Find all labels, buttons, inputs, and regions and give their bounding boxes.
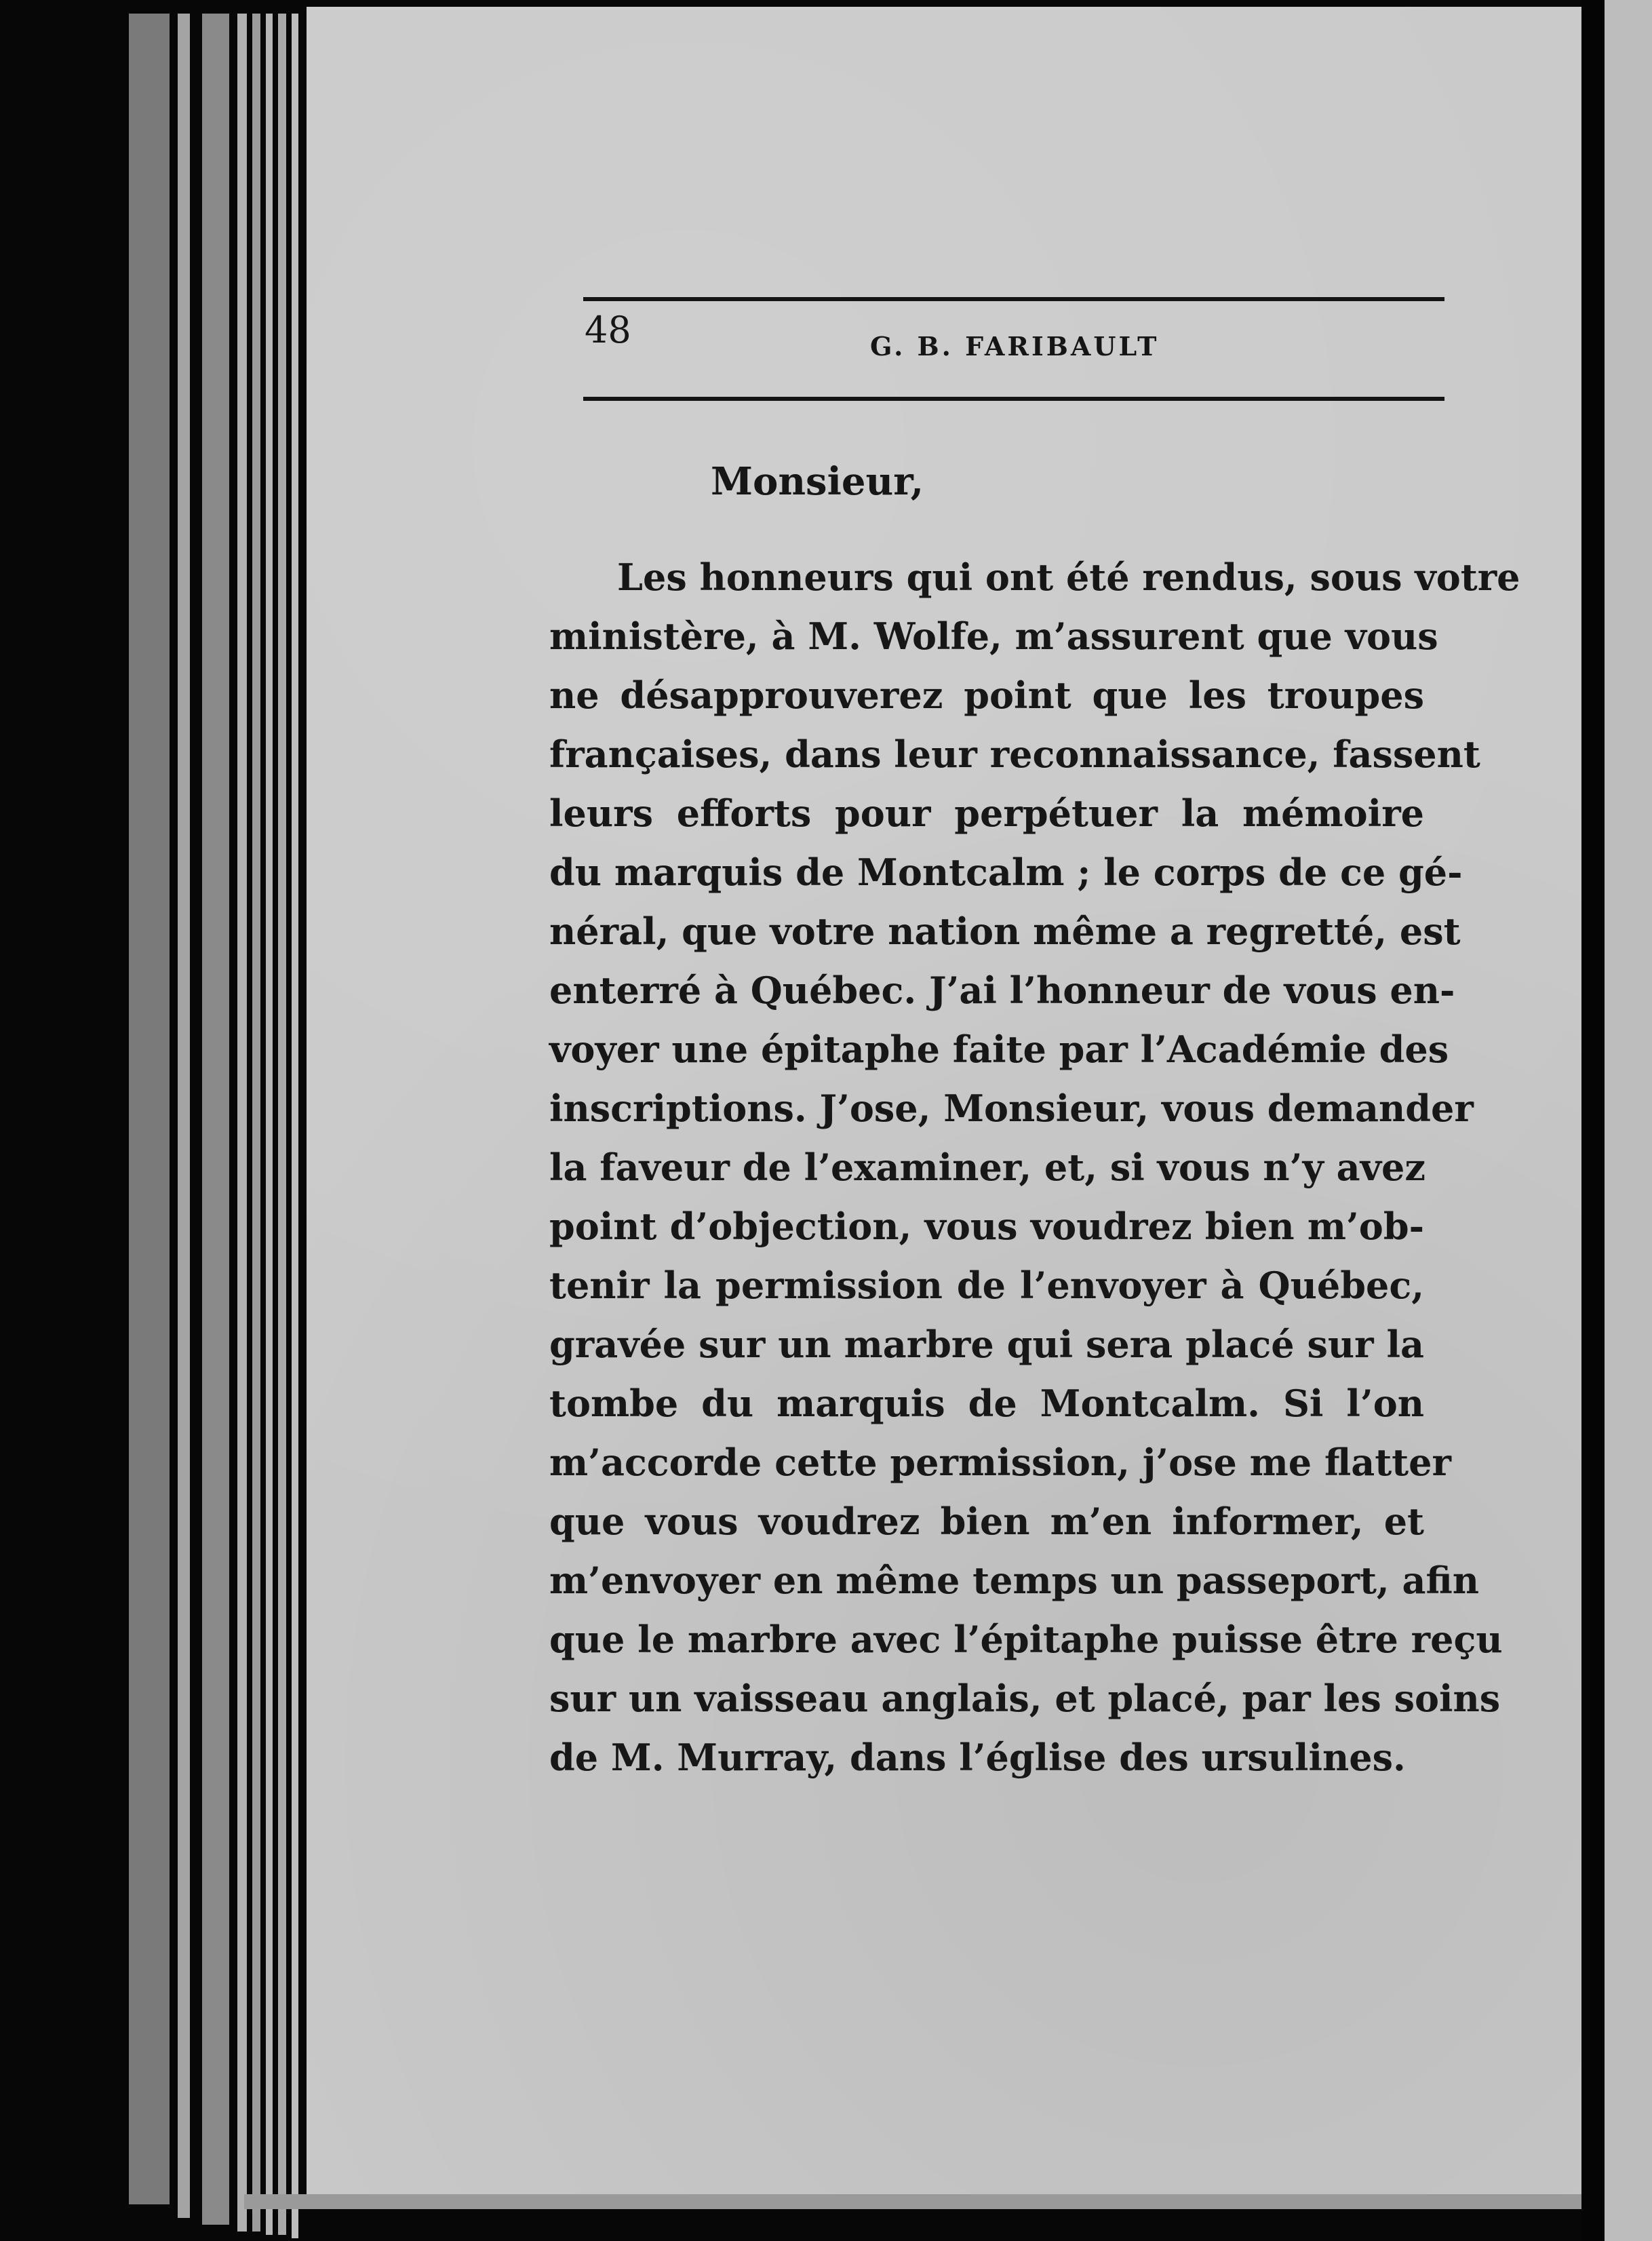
text-line: que le marbre avec l’épitaphe puisse être reçu bbox=[549, 1618, 1503, 1661]
running-title: G. B. FARIBAULT bbox=[870, 331, 1160, 362]
page-edge bbox=[237, 14, 247, 2232]
text-line: inscriptions. J’ose, Monsieur, vous demander bbox=[549, 1087, 1474, 1130]
letter-salutation: Monsieur, bbox=[711, 459, 924, 504]
text-line: leurs efforts pour perpétuer la mémoire bbox=[549, 792, 1424, 835]
gutter-shadow bbox=[1581, 0, 1605, 2241]
text-line: gravée sur un marbre qui sera placé sur la bbox=[549, 1323, 1424, 1366]
text-line: néral, que votre nation même a regretté, est bbox=[549, 910, 1461, 953]
text-line: que vous voudrez bien m’en informer, et bbox=[549, 1500, 1424, 1543]
letter-body bbox=[549, 548, 1520, 1787]
text-line: enterré à Québec. J’ai l’honneur de vous en- bbox=[549, 969, 1455, 1012]
text-line: la faveur de l’examiner, et, si vous n’y avez bbox=[549, 1146, 1426, 1189]
text-line: sur un vaisseau anglais, et placé, par les soins bbox=[549, 1677, 1501, 1720]
text-line: Les honneurs qui ont été rendus, sous votre bbox=[617, 556, 1520, 599]
page-bottom-edge bbox=[244, 2194, 1587, 2209]
text-line: ministère, à M. Wolfe, m’assurent que vous bbox=[549, 615, 1438, 658]
text-line: m’accorde cette permission, j’ose me flatter bbox=[549, 1441, 1451, 1484]
text-line: du marquis de Montcalm ; le corps de ce gé- bbox=[549, 851, 1463, 894]
page-edge bbox=[292, 14, 298, 2238]
page-edge bbox=[129, 14, 170, 2204]
text-line: françaises, dans leur reconnaissance, fassent bbox=[549, 733, 1480, 776]
page-edge bbox=[278, 14, 286, 2235]
text-line: tombe du marquis de Montcalm. Si l’on bbox=[549, 1382, 1424, 1425]
text-line: m’envoyer en même temps un passeport, afin bbox=[549, 1559, 1480, 1602]
header-rule-bottom bbox=[583, 397, 1444, 401]
page-edge bbox=[178, 14, 190, 2218]
text-line: ne désapprouverez point que les troupes bbox=[549, 674, 1424, 717]
text-line: point d’objection, vous voudrez bien m’ob- bbox=[549, 1205, 1424, 1248]
adjacent-page-edge bbox=[1605, 0, 1652, 2241]
header-rule-top bbox=[583, 297, 1444, 301]
page-edge bbox=[252, 14, 260, 2232]
page-edge bbox=[202, 14, 229, 2225]
text-line: de M. Murray, dans l’église des ursulines. bbox=[549, 1736, 1406, 1779]
page-edge bbox=[266, 14, 273, 2235]
page-number: 48 bbox=[585, 309, 631, 351]
text-line: voyer une épitaphe faite par l’Académie des bbox=[549, 1028, 1449, 1071]
text-line: tenir la permission de l’envoyer à Québec, bbox=[549, 1264, 1424, 1307]
